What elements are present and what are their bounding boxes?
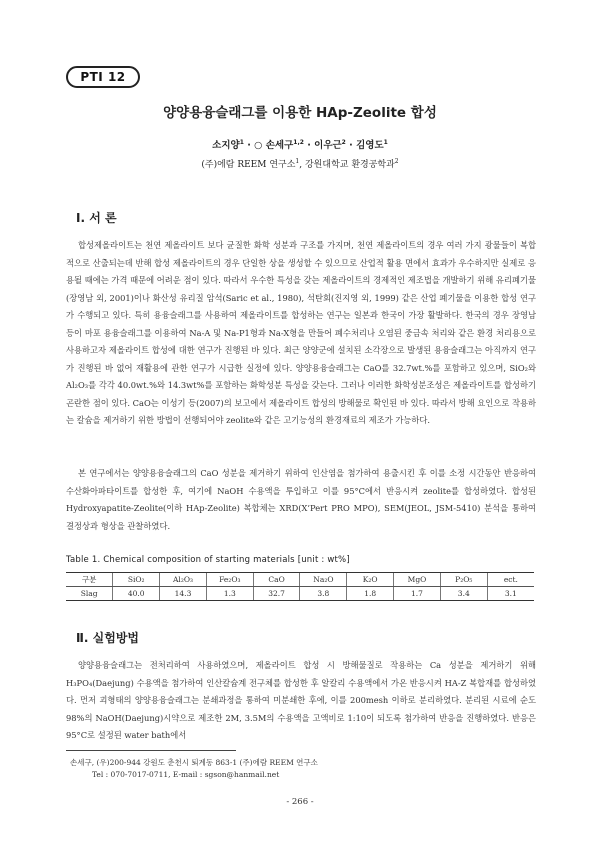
table-cell: 1.3 [206, 587, 253, 601]
table-header-row [66, 573, 534, 587]
author-affil-mark: 2 [341, 138, 346, 146]
page-number: - 266 - [286, 797, 314, 807]
table-cell: 3.1 [487, 587, 534, 601]
table-row [66, 587, 534, 601]
section-heading-introduction: Ⅰ. 서 론 [76, 211, 117, 225]
affiliation [0, 157, 600, 170]
table-header-cell: CaO [253, 573, 300, 587]
affiliation-mark-1: 1 [295, 158, 300, 165]
author-separator: · [303, 140, 315, 151]
table-cell: Slag [66, 587, 113, 601]
footnote-address: 손세구, (우)200-944 강원도 춘천시 퇴계동 863-1 (주)에람 REEM 연구소 [70, 758, 318, 767]
author-affil-mark: 1,2 [293, 138, 304, 146]
table-header-cell: Al₂O₃ [160, 573, 207, 587]
table-header-cell: Na₂O [300, 573, 347, 587]
composition-table [66, 572, 534, 601]
author-affil-mark: 1 [383, 138, 388, 146]
affiliation-2: 강원대학교 환경공학과 [304, 160, 395, 170]
author-separator: · [345, 140, 357, 151]
table-header-cell: ect. [487, 573, 534, 587]
table-cell: 32.7 [253, 587, 300, 601]
author-separator: · [243, 140, 255, 151]
table-cell: 14.3 [160, 587, 207, 601]
table-header-cell: Fe₂O₃ [206, 573, 253, 587]
affiliation-1: (주)에람 REEM 연구소 [201, 160, 296, 170]
table-header-cell: MgO [394, 573, 441, 587]
table-header-cell: P₂O₅ [440, 573, 487, 587]
author-name: 이우근 [314, 140, 342, 151]
table-header-cell: 구분 [66, 573, 113, 587]
introduction-paragraph: 합성제올라이트는 천연 제올라이트 보다 균질한 화학 성분과 구조를 가지며, 천연 제올라이트의 경우 여러 가지 광물들이 복합적으로 산출되는데 반해 합성 제올라이트의 경우 단일한 상을 생성할 수 있으므로 산업적 활용 면에서 효과가 우수하지만 실제로 응용될 때에는 가격 때문에 어려운 점이 있다. 따라서 우수한 특성을 갖는 제올라이트의 경제적인 제조법을 개발하기 위해 유리폐기물(장영남 외, 2001)이나 화산성 유리질 암석(Saric et al., 1980), 석탄회(진지영 외, 1999) 같은 산업 폐기물을 이용한 합성 연구가 수행되고 있다. 특히 용융슬래그를 사용하여 제올라이트를 합성하는 연구는 일본과 한국이 가장 활발하다. 한국의 경우 장영남 등이 마포 용융슬래그를 이용하여 Na-A 및 Na-P1형과 Na-X형을 만들어 폐수처리나 오염된 중금속 처리와 같은 환경 처리용으로 사용하고자 제올라이트 합성에 대한 연구가 진행된 바 있다. 최근 양양군에 설치된 소각장으로 발생된 용융슬래그는 아직까지 연구가 진행된 바 없어 재활용에 관한 연구가 시급한 실정에 있다. 양양용융슬래그는 CaO를 32.7wt.%를 포함하고 있으며, SiO₂와 Al₂O₃를 각각 40.0wt.%와 14.3wt%를 포함하는 화학성분 특성을 갖는다. 그러나 이러한 화학성분조성은 제올라이트를 합성하기 곤란한 점이 있다. CaO는 이성기 등(2007)의 보고에서 제올라이트 합성의 방해물로 확인된 바 있다. 따라서 방해 요인으로 작용하는 칼슘을 제거하기 위한 방법이 선행되어야 zeolite와 같은 고기능성의 환경재료의 제조가 가능하다. [66, 240, 536, 425]
author-name: ○ 손세구 [254, 140, 294, 151]
paper-title: 양양용융슬래그를 이용한 HAp-Zeolite 합성 [163, 105, 437, 121]
methods-paragraph: 양양용융슬래그는 전처리하여 사용하였으며, 제올라이트 합성 시 방해물질로 작용하는 Ca 성분을 제거하기 위해 H₃PO₄(Daejung) 수용액을 첨가하여 인산칼슘계 전구체를 합성한 후 알칼리 수용액에서 가온 반응시켜 HA-Z 복합재를 합성하였다. 먼저 괴형태의 양양용융슬래그는 분쇄과정을 통하여 미분쇄한 후에, 이를 200mesh 이하로 분리하였다. 분리된 시료에 순도 98%의 NaOH(Daejung)시약으로 제조한 2M, 3.5M의 수용액을 고액비로 1:10이 되도록 첨가하여 반응을 진행하였다. 반응은 95°C로 설정된 water bath에서 [66, 660, 536, 740]
table-cell: 3.4 [440, 587, 487, 601]
footnote-contact: Tel : 070-7017-0711, E-mail : sgson@hanmail.net [92, 770, 280, 779]
table-caption: Table 1. Chemical composition of starting materials [unit : wt%] [66, 555, 350, 565]
introduction-paragraph: 본 연구에서는 양양용융슬래그의 CaO 성분을 제거하기 위하여 인산염을 첨가하여 용출시킨 후 이를 소정 시간동안 반응하여 수산화아파타이트를 합성한 후, 여기에 NaOH 수용액을 투입하고 이를 95°C에서 반응시켜 zeolite를 합성하였다. 합성된 Hydroxyapatite-Zeolite(이하 HAp-Zeolite) 복합체는 XRD(X’Pert PRO MPO), SEM(JEOL, JSM-5410) 분석을 통하여 결정상과 형상을 관찰하였다. [66, 468, 536, 531]
affiliation-mark-2: 2 [394, 158, 399, 165]
footnote-rule [66, 750, 236, 751]
affiliation-separator: , [299, 160, 305, 170]
author-list [0, 137, 600, 151]
author-name: 소지양 [212, 140, 240, 151]
table-cell: 3.8 [300, 587, 347, 601]
author-affil-mark: 1 [239, 138, 244, 146]
table-header-cell: K₂O [347, 573, 394, 587]
section-heading-methods: Ⅱ. 실험방법 [76, 631, 140, 645]
table-cell: 1.8 [347, 587, 394, 601]
table-cell: 40.0 [113, 587, 160, 601]
table-header-cell: SiO₂ [113, 573, 160, 587]
table-cell: 1.7 [394, 587, 441, 601]
author-name: 김영도 [356, 140, 384, 151]
session-badge: PTI 12 [66, 66, 140, 88]
